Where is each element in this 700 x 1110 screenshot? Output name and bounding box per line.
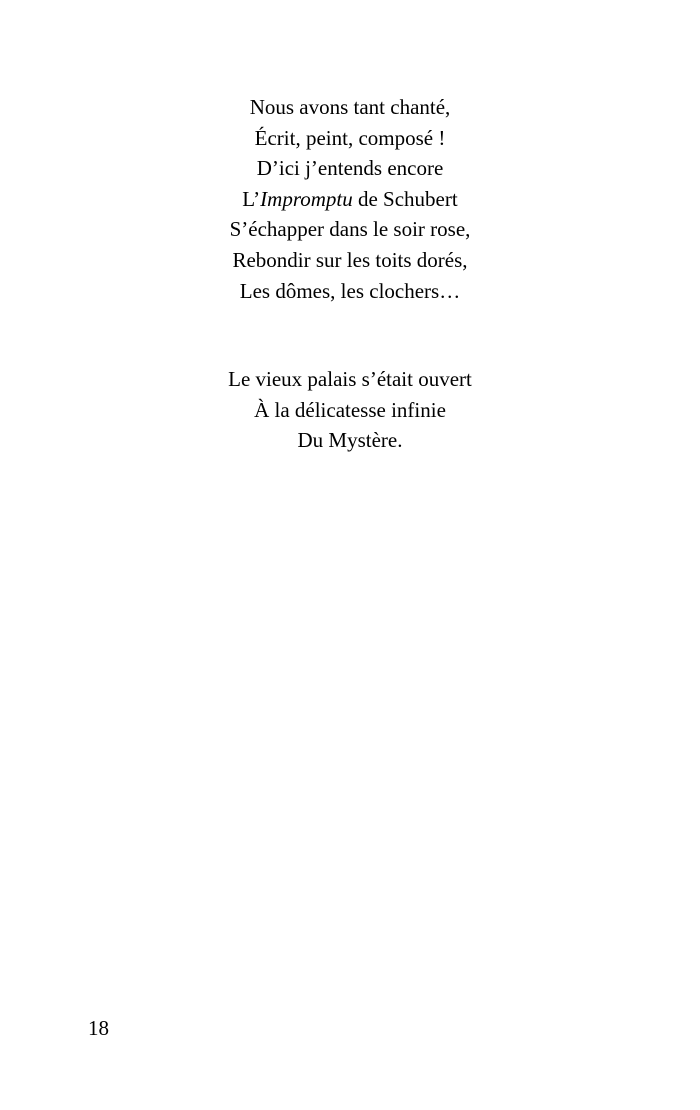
page-number: 18 xyxy=(88,1016,109,1040)
poem-stanza-2 xyxy=(0,364,700,456)
line-prefix: L’ xyxy=(242,186,261,211)
poem-line: Du Mystère. xyxy=(297,428,403,453)
poem-line: Le vieux palais s’était ouvert xyxy=(228,367,472,391)
poem-line: S’échapper dans le soir rose, xyxy=(229,217,471,242)
poem-line: Écrit, peint, composé ! xyxy=(254,125,446,150)
line-suffix: de Schubert xyxy=(352,186,458,211)
poem-stanza-1 xyxy=(0,92,700,306)
poem-line-with-title xyxy=(0,184,700,215)
poem-line: Nous avons tant chanté, xyxy=(249,95,451,119)
poem-line: D’ici j’entends encore xyxy=(256,156,444,181)
poem-line: Rebondir sur les toits dorés, xyxy=(232,247,468,272)
poem-line: À la délicatesse infinie xyxy=(254,397,446,422)
italic-work-title: Impromptu xyxy=(260,186,353,211)
poem-line: Les dômes, les clochers… xyxy=(239,278,461,303)
